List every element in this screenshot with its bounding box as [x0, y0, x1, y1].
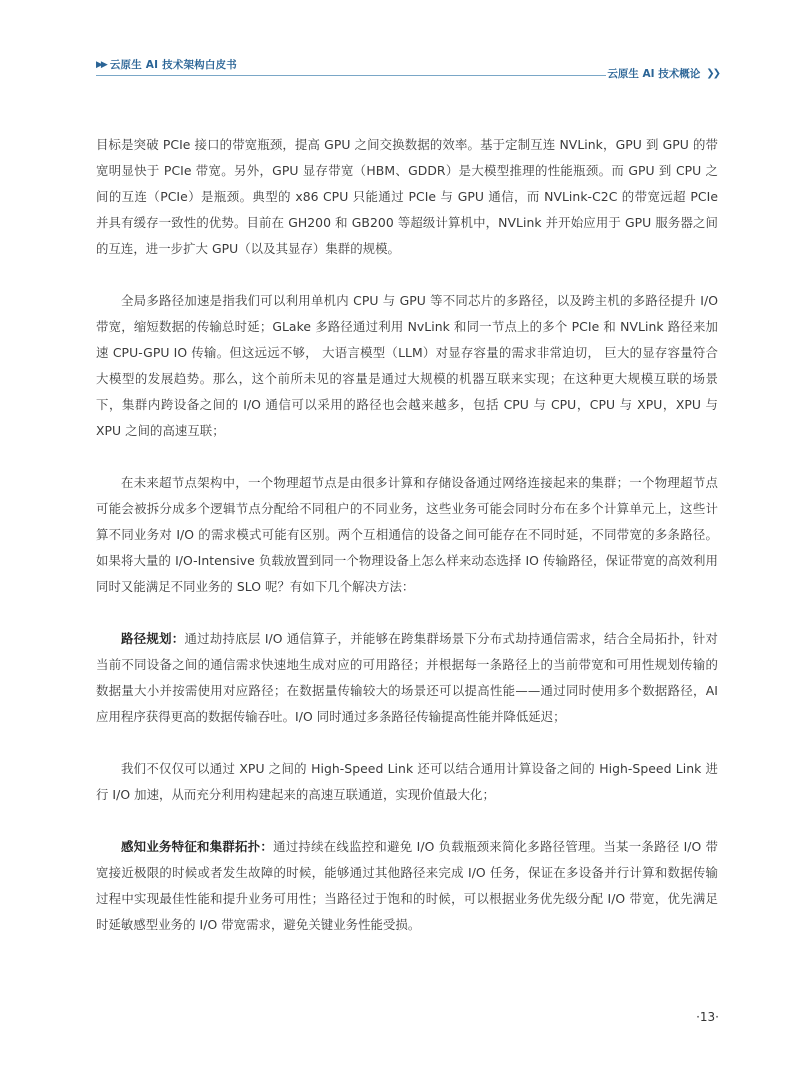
- paragraph-6: [96, 834, 718, 938]
- header-section-title: [607, 66, 719, 81]
- double-chevron-right-icon: ❯❯: [706, 68, 719, 79]
- paragraph-4-text: 通过劫持底层 I/O 通信算子，并能够在跨集群场景下分布式劫持通信需求，结合全局拓扑，针对当前不同设备之间的通信需求快速地生成对应的可用路径；并根据每一条路径上的当前带宽和可用性规划传输的数据量大小并按需使用对应路径；在数据量传输较大的场景还可以提高性能——通过同时使用多个数据路径，AI 应用程序获得更高的数据传输吞吐。I/O 同时通过多条路径传输提高性能并降低延迟；: [96, 631, 718, 724]
- paragraph-6-text: 通过持续在线监控和避免 I/O 负载瓶颈来简化多路径管理。当某一条路径 I/O 带宽接近极限的时候或者发生故障的时候，能够通过其他路径来完成 I/O 任务，保证在多设备并行计算和数据传输过程中实现最佳性能和提升业务可用性；当路径过于饱和的时候，可以根据业务优先级分配 I/O 带宽，优先满足时延敏感型业务的 I/O 带宽需求，避免关键业务性能受损。: [96, 839, 718, 932]
- section-title-text: 云原生 AI 技术概论: [607, 68, 701, 80]
- paragraph-3: 在未来超节点架构中，一个物理超节点是由很多计算和存储设备通过网络连接起来的集群；一个物理超节点可能会被拆分成多个逻辑节点分配给不同租户的不同业务，这些业务可能会同时分布在多个计算单元上，这些计算不同业务对 I/O 的需求模式可能有区别。两个互相通信的设备之间可能存在不同时延，不同带宽的多条路径。如果将大量的 I/O-Intensive 负载放置到同一个物理设备上怎么样来动态选择 IO 传输路径，保证带宽的高效利用同时又能满足不同业务的 SLO 呢？有如下几个解决方法：: [96, 475, 718, 594]
- page-body: [96, 132, 718, 938]
- header-divider: [96, 75, 606, 76]
- paragraph-1: 目标是突破 PCIe 接口的带宽瓶颈，提高 GPU 之间交换数据的效率。基于定制互连 NVLink，GPU 到 GPU 的带宽明显快于 PCIe 带宽。另外，GPU 显存带宽（HBM、GDDR）是大模型推理的性能瓶颈。而 GPU 到 CPU 之间的互连（PCIe）是瓶颈。典型的 x86 CPU 只能通过 PCIe 与 GPU 通信，而 NVLink-C2C 的带宽远超 PCIe 并具有缓存一致性的优势。目前在 GH200 和 GB200 等超级计算机中，NVLink 并开始应用于 GPU 服务器之间的互连，进一步扩大 GPU（以及其显存）集群的规模。: [96, 137, 718, 256]
- paragraph-6-label: 感知业务特征和集群拓扑：: [121, 839, 274, 854]
- paragraph-5: 我们不仅仅可以通过 XPU 之间的 High-Speed Link 还可以结合通用计算设备之间的 High-Speed Link 进行 I/O 加速，从而充分利用构建起来的高速互联通道，实现价值最大化；: [96, 761, 718, 802]
- doc-title-text: 云原生 AI 技术架构白皮书: [109, 59, 237, 71]
- paragraph-4-label: 路径规划：: [121, 631, 185, 646]
- header-doc-title: [96, 57, 237, 72]
- paragraph-4: [96, 626, 718, 730]
- page-number: ·13·: [696, 1010, 719, 1024]
- double-chevron-right-icon: ▶▶: [96, 59, 106, 70]
- paragraph-2: 全局多路径加速是指我们可以利用单机内 CPU 与 GPU 等不同芯片的多路径，以及跨主机的多路径提升 I/O 带宽，缩短数据的传输总时延；GLake 多路径通过利用 NvLink 和同一节点上的多个 PCIe 和 NVLink 路径来加速 CPU-GPU IO 传输。但这远远不够， 大语言模型（LLM）对显存容量的需求非常迫切， 巨大的显存容量符合大模型的发展趋势。那么，这个前所未见的容量是通过大规模的机器互联来实现；在这种更大规模互联的场景下，集群内跨设备之间的 I/O 通信可以采用的路径也会越来越多，包括 CPU 与 CPU，CPU 与 XPU，XPU 与 XPU 之间的高速互联；: [96, 293, 718, 438]
